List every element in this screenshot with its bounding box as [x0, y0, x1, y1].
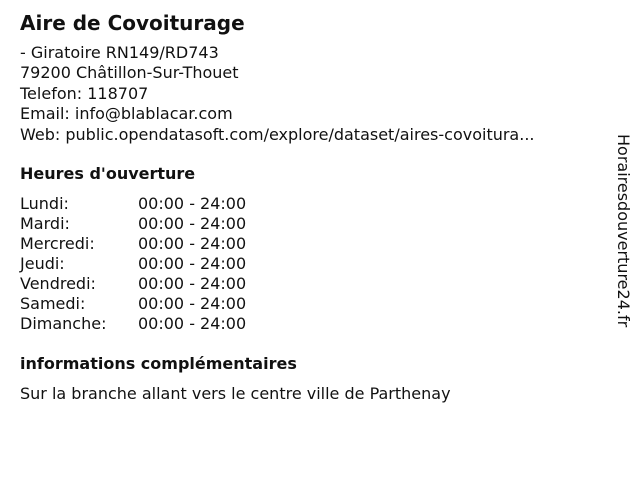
info-heading: informations complémentaires — [20, 354, 297, 373]
day-hours: 00:00 - 24:00 — [138, 254, 247, 273]
address-line-1: - Giratoire RN149/RD743 — [20, 43, 219, 62]
day-hours: 00:00 - 24:00 — [138, 274, 247, 293]
address-line-2: 79200 Châtillon-Sur-Thouet — [20, 63, 239, 83]
listing-title: Aire de Covoiturage — [20, 11, 245, 35]
day-label: Mardi: — [20, 214, 70, 233]
hours-heading: Heures d'ouverture — [20, 164, 196, 183]
site-watermark — [612, 134, 634, 370]
day-hours: 00:00 - 24:00 — [138, 234, 247, 253]
info-text: Sur la branche allant vers le centre ville de Parthenay — [20, 384, 451, 403]
day-hours: 00:00 - 24:00 — [138, 214, 247, 233]
day-hours: 00:00 - 24:00 — [138, 194, 247, 213]
day-label: Lundi: — [20, 194, 69, 213]
day-label: Vendredi: — [20, 274, 96, 293]
phone-line: Telefon: 118707 — [20, 83, 149, 103]
site-watermark-text: Horairesdouverture24.fr — [614, 134, 633, 328]
day-hours: 00:00 - 24:00 — [138, 314, 247, 333]
contact-block — [20, 43, 535, 145]
day-label: Samedi: — [20, 294, 86, 313]
email-line: Email: info@blablacar.com — [20, 104, 233, 124]
web-line: Web: public.opendatasoft.com/explore/dataset/aires-covoitura... — [20, 124, 535, 144]
day-hours: 00:00 - 24:00 — [138, 294, 247, 313]
day-label: Jeudi: — [20, 254, 65, 273]
day-label: Mercredi: — [20, 234, 95, 253]
day-label: Dimanche: — [20, 314, 107, 333]
